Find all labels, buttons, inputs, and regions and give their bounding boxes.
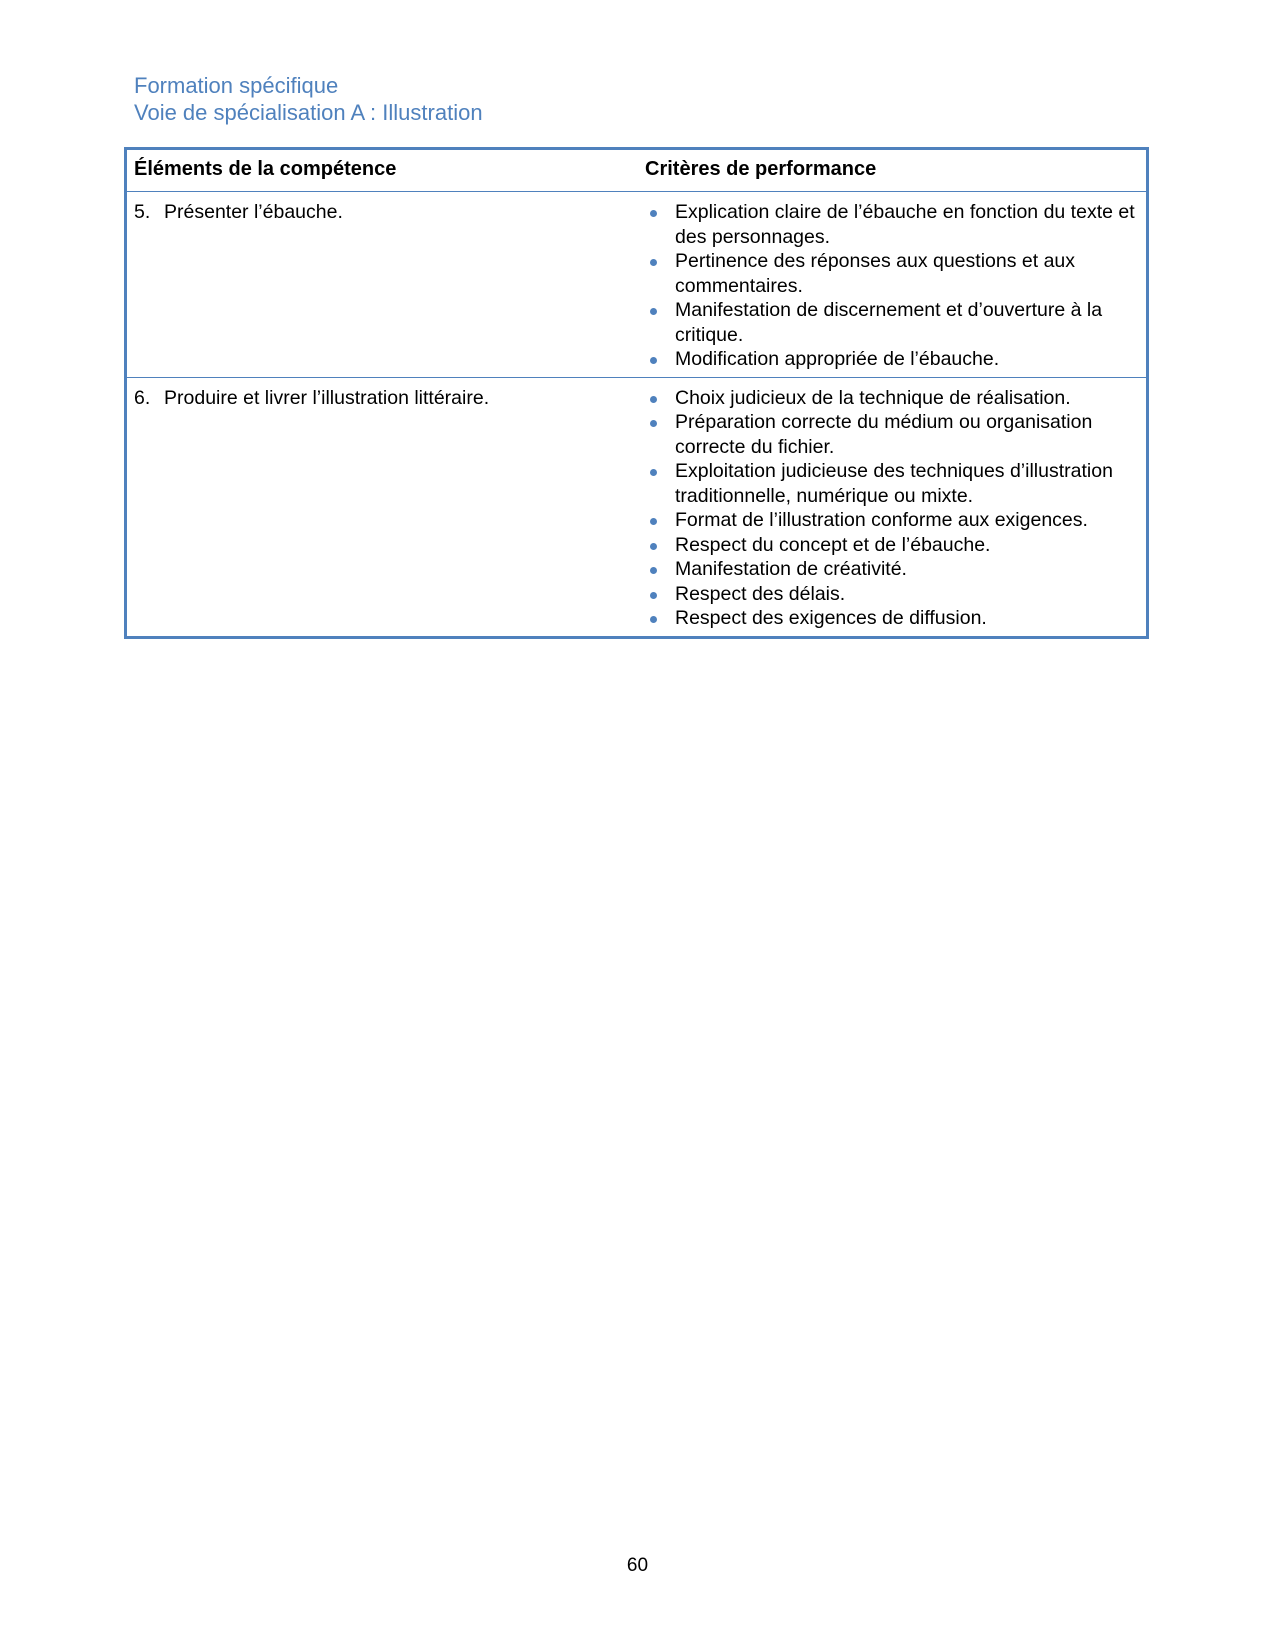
criteria-item: Exploitation judicieuse des techniques d’illustration traditionnelle, numérique ou mixte.	[645, 459, 1138, 508]
criteria-list	[645, 200, 1138, 372]
criteria-item: Respect du concept et de l’ébauche.	[645, 533, 1138, 558]
column-header-elements: Éléments de la compétence	[127, 150, 638, 192]
document-header	[134, 72, 483, 126]
element-cell	[127, 377, 638, 636]
bullet-icon	[650, 259, 657, 266]
competence-table	[124, 147, 1149, 639]
criteria-item: Choix judicieux de la technique de réalisation.	[645, 386, 1138, 411]
criteria-list	[645, 386, 1138, 631]
section-subtitle: Voie de spécialisation A : Illustration	[134, 100, 483, 125]
element-number: 5.	[134, 201, 151, 223]
criteria-item: Explication claire de l’ébauche en fonction du texte et des personnages.	[645, 200, 1138, 249]
criteria-item: Préparation correcte du médium ou organisation correcte du fichier.	[645, 410, 1138, 459]
bullet-icon	[650, 592, 657, 599]
page-number: 60	[626, 1555, 649, 1576]
bullet-icon	[650, 518, 657, 525]
criteria-item: Pertinence des réponses aux questions et aux commentaires.	[645, 249, 1138, 298]
element-text: Présenter l’ébauche.	[164, 201, 343, 223]
bullet-icon	[650, 308, 657, 315]
table-row	[127, 377, 1146, 636]
column-header-criteria: Critères de performance	[638, 150, 1146, 192]
criteria-item: Respect des délais.	[645, 582, 1138, 607]
bullet-icon	[650, 420, 657, 427]
bullet-icon	[650, 357, 657, 364]
element-number: 6.	[134, 386, 151, 409]
criteria-item: Manifestation de créativité.	[645, 557, 1138, 582]
bullet-icon	[650, 543, 657, 550]
criteria-item: Format de l’illustration conforme aux exigences.	[645, 508, 1138, 533]
criteria-item: Modification appropriée de l’ébauche.	[645, 347, 1138, 372]
element-text: Produire et livrer l’illustration littéraire.	[164, 386, 490, 409]
criteria-item: Respect des exigences de diffusion.	[645, 606, 1138, 631]
bullet-icon	[650, 567, 657, 574]
criteria-item: Manifestation de discernement et d’ouverture à la critique.	[645, 298, 1138, 347]
table-header-row	[127, 150, 1146, 192]
criteria-cell	[638, 192, 1146, 378]
bullet-icon	[650, 396, 657, 403]
criteria-cell	[638, 377, 1146, 636]
bullet-icon	[650, 616, 657, 623]
bullet-icon	[650, 210, 657, 217]
bullet-icon	[650, 469, 657, 476]
element-cell	[127, 192, 638, 378]
section-title: Formation spécifique	[134, 73, 339, 98]
table-row	[127, 192, 1146, 378]
